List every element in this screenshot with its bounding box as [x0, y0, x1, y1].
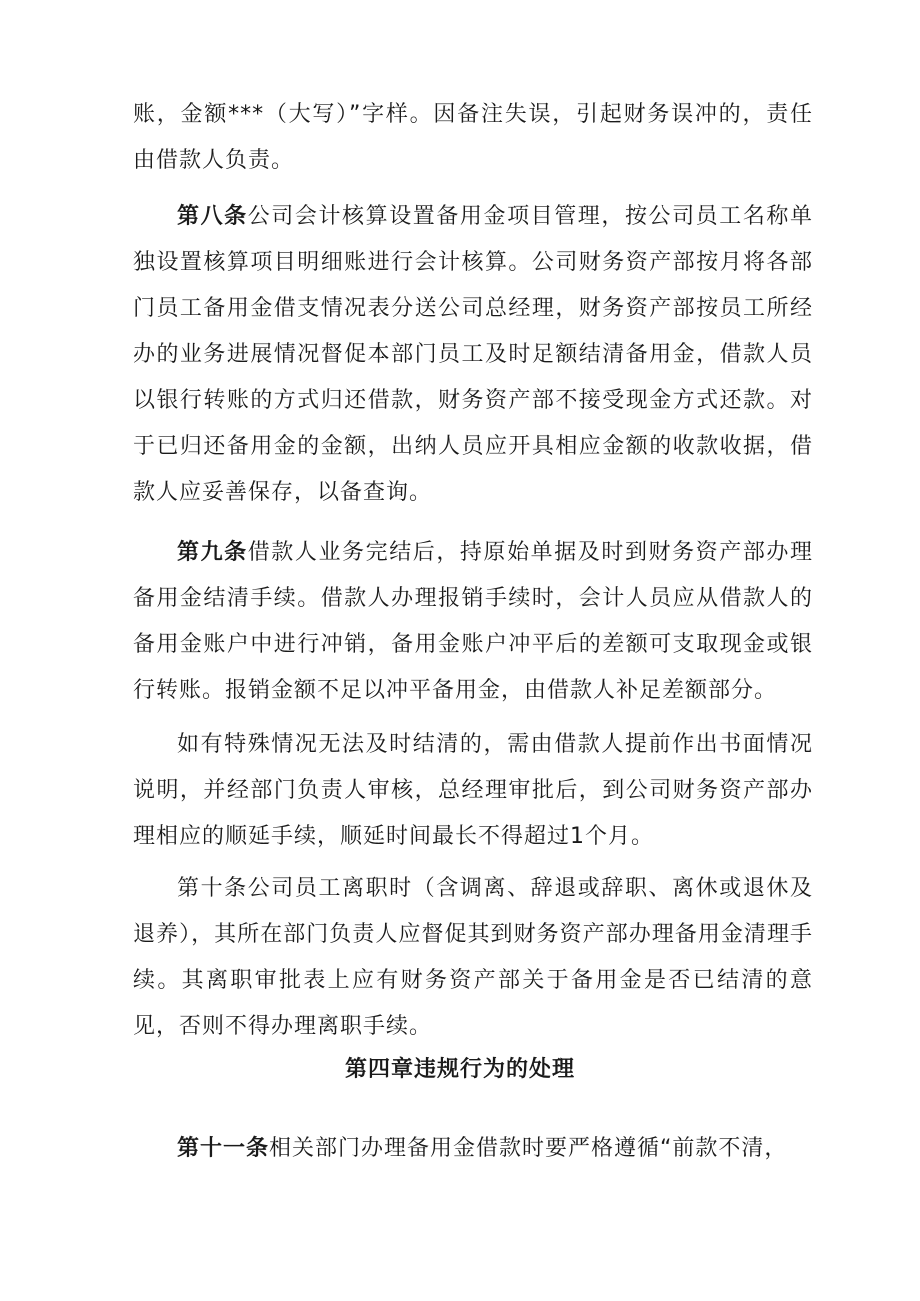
article-11-label: 第十一条 [177, 1136, 270, 1161]
article-9-text: 借款人业务完结后，持原始单据及时到财务资产部办理备用金结清手续。借款人办理报销手续时，会计人员应从借款人的备用金账户中进行冲销，备用金账户冲平后的差额可支取现金或银行转账。报销金额不足以冲平备用金，由借款人补足差额部分。 [133, 540, 813, 703]
article-8-text: 公司会计核算设置备用金项目管理，按公司员工名称单独设置核算项目明细账进行会计核算。公司财务资产部按月将各部门员工备用金借支情况表分送公司总经理，财务资产部按员工所经办的业务进展情况督促本部门员工及时足额结清备用金，借款人员以银行转账的方式归还借款，财务资产部不接受现金方式还款。对于已归还备用金的金额，出纳人员应开具相应金额的收款收据，借款人应妥善保存，以备查询。 [133, 204, 813, 505]
article-10-paragraph [133, 866, 813, 1050]
article-8-paragraph [133, 194, 813, 516]
article-10-text: 第十条公司员工离职时（含调离、辞退或辞职、离休或退休及退养），其所在部门负责人应督促其到财务资产部办理备用金清理手续。其离职审批表上应有财务资产部关于备用金是否已结清的意见，否则不得办理离职手续。 [133, 876, 813, 1039]
paragraph-text: 账，金额***（大写）”字样。因备注失误，引起财务误冲的，责任由借款人负责。 [133, 102, 813, 173]
article-9-label: 第九条 [177, 540, 248, 565]
article-11-text: 相关部门办理备用金借款时要严格遵循“前款不清， [269, 1136, 788, 1161]
chapter-heading: 第四章违规行为的处理 [344, 1057, 575, 1082]
article-8-label: 第八条 [177, 204, 248, 229]
article-11-paragraph [133, 1126, 813, 1172]
article-9-paragraph [133, 530, 813, 714]
extension-text: 如有特殊情况无法及时结清的，需由借款人提前作出书面情况说明，并经部门负责人审核，总经理审批后，到公司财务资产部办理相应的顺延手续，顺延时间最长不得超过1个月。 [133, 732, 813, 849]
paragraph-continuation [133, 92, 813, 184]
extension-paragraph [133, 722, 813, 860]
